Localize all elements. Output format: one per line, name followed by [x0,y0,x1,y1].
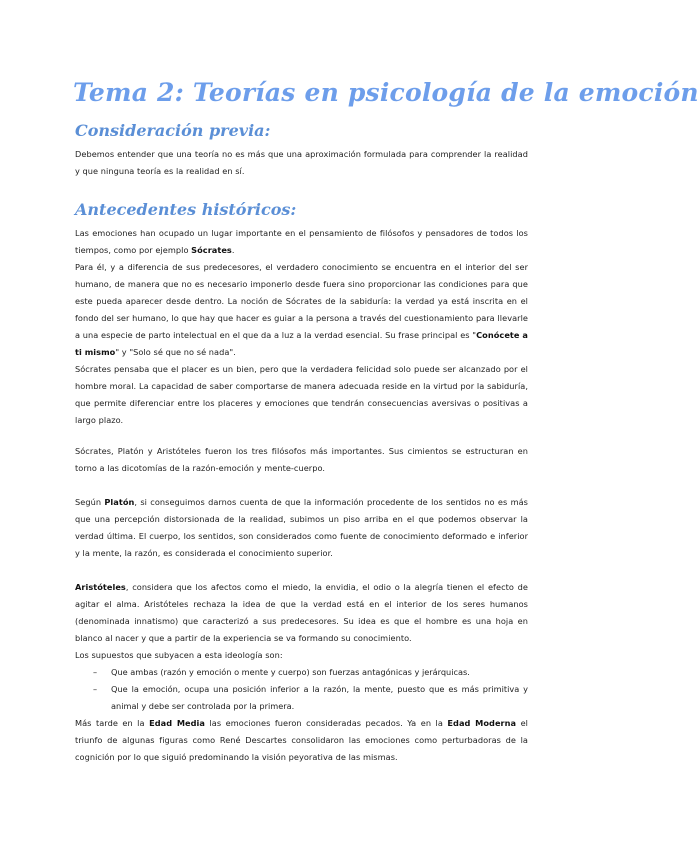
paragraph-edad-media-moderna [75,715,528,766]
text-run: Más tarde en la [75,718,150,728]
paragraph-tres-filosofos: Sócrates, Platón y Aristóteles fueron los tres filósofos más importantes. Sus cimientos se estructuran en torno a las dicotomías de la razón-emoción y mente-cuerpo. [75,446,528,473]
paragraph-consideracion: Debemos entender que una teoría no es más que una aproximación formulada para comprender la realidad y que ninguna teoría es la realidad en sí. [75,149,528,176]
text-run: Para él, y a diferencia de sus predecesores, el verdadero conocimiento se encuentra en el interior del ser humano, de manera que no es necesario imponerlo desde fuera sino proporcionar las condiciones para que este pueda aparecer desde dentro. La noción de Sócrates de la sabiduría: la verdad ya está inscrita en el fondo del ser humano, lo que hay que hacer es guiar a la persona a través del cuestionamiento para llevarle a una especie de parto intelectual en el que da a luz a la verdad esencial. Su frase principal es " [75,262,528,340]
text-run: Las emociones han ocupado un lugar importante en el pensamiento de filósofos y pensadores de todos los tiempos, como por ejemplo [75,228,528,255]
paragraph-socrates-conocimiento [75,259,528,361]
list-item: – Que ambas (razón y emoción o mente y cuerpo) son fuerzas antagónicas y jerárquicas. [93,664,528,681]
supuestos-list [75,664,528,715]
paragraph-platon [75,494,528,562]
section-heading-antecedentes: Antecedentes históricos: [75,200,297,219]
text-run: las emociones fueron consideradas pecados. Ya en la [204,718,448,728]
bold-platon: Platón [104,497,135,507]
section-heading-consideracion: Consideración previa: [75,121,271,140]
bold-aristoteles: Aristóteles [75,582,126,592]
paragraph-aristoteles [75,579,528,647]
text-run: , considera que los afectos como el miedo, la envidia, el odio o la alegría tienen el efecto de agitar el alma. Aristóteles rechaza la idea de que la verdad está en el interior de los seres humanos (denominada innatismo) que caracterizó a sus predecesores. Su idea es que el hombre es una hoja en blanco al nacer y que a partir de la experiencia se va formando su conocimiento. [75,582,528,643]
text-run: . [231,245,235,255]
paragraph-socrates-placer: Sócrates pensaba que el placer es un bien, pero que la verdadera felicidad solo puede ser alcanzado por el hombre moral. La capacidad de saber comportarse de manera adecuada reside en la virtud por la sabiduría, que permite diferenciar entre los placeres y emociones que tendrán consecuencias aversivas o positivas a largo plazo. [75,364,528,425]
bold-edad-moderna: Edad Moderna [447,718,517,728]
paragraph-supuestos: Los supuestos que subyacen a esta ideología son: [75,650,283,660]
text-run: Según [75,497,105,507]
text-run: " y "Solo sé que no sé nada". [115,347,236,357]
list-item: – Que la emoción, ocupa una posición inferior a la razón, la mente, puesto que es más primitiva y animal y debe ser controlada por la primera. [93,681,528,715]
paragraph-emociones-intro [75,225,528,259]
text-run: , si conseguimos darnos cuenta de que la información procedente de los sentidos no es más que una percepción distorsionada de la realidad, subimos un piso arriba en el que podemos observar la verdad última. El cuerpo, los sentidos, son considerados como fuente de conocimiento deformado e inferior y la mente, la razón, es considerada el conocimiento superior. [75,497,528,558]
bold-conocete: Conócete a ti mismo [75,330,529,357]
text-run: el triunfo de algunas figuras como René Descartes consolidaron las emociones como perturbadoras de la cognición por lo que siguió predominando la visión peyorativa de las mismas. [75,718,528,762]
bold-socrates: Sócrates [191,245,232,255]
page-title: Tema 2: Teorías en psicología de la emoción [73,78,699,107]
bold-edad-media: Edad Media [149,718,205,728]
